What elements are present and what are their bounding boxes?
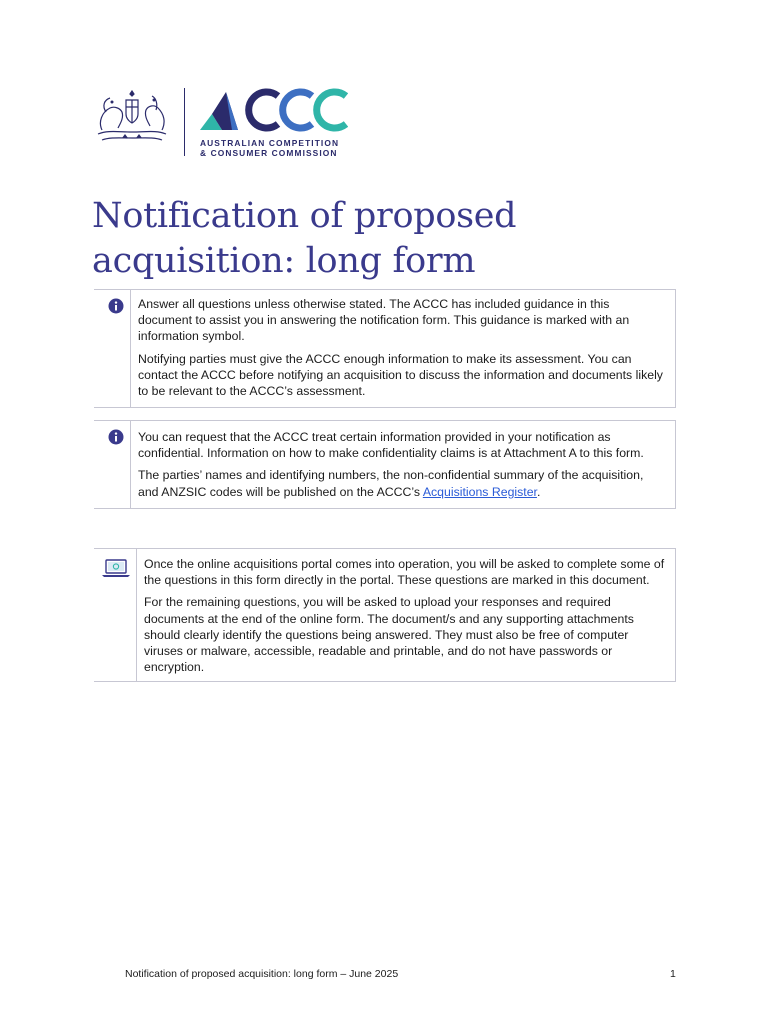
note-text: The parties’ names and identifying numbers, the non-confidential summary of the acquisition, and ANZSIC codes will be published on the ACCC’s xyxy=(138,468,644,499)
note-paragraph: You can request that the ACCC treat certain information provided in your notification as confidential. Information on how to make confidentiality claims is at Attachment A to this form. xyxy=(138,430,644,461)
page-number: 1 xyxy=(670,968,676,980)
guidance-note-1 xyxy=(94,289,676,408)
title-line-2: acquisition: long form xyxy=(92,241,476,281)
organisation-name xyxy=(200,138,339,158)
info-icon xyxy=(108,298,124,314)
coat-of-arms-icon xyxy=(92,90,172,152)
guidance-note-2 xyxy=(94,420,676,509)
note-icon-column xyxy=(94,290,131,407)
portal-note xyxy=(94,548,676,682)
footer-title: Notification of proposed acquisition: long form – June 2025 xyxy=(125,968,399,980)
accc-logo-icon xyxy=(200,86,348,134)
link-suffix: . xyxy=(536,484,541,499)
note-paragraph: Notifying parties must give the ACCC enough information to make its assessment. You can contact the ACCC before notifying an acquisition to discuss the information and documents likely to be relevant to the ACCC’s assessment. xyxy=(138,351,663,399)
page-title xyxy=(92,194,652,284)
logo-divider xyxy=(184,88,185,156)
note-icon-column xyxy=(94,421,131,508)
title-line-1: Notification of proposed xyxy=(92,196,517,236)
info-icon xyxy=(108,429,124,445)
org-line-2: & CONSUMER COMMISSION xyxy=(200,148,338,158)
laptop-icon xyxy=(101,559,131,579)
note-paragraph: Answer all questions unless otherwise stated. The ACCC has included guidance in this document to assist you in answering the notification form. This guidance is marked with an information symbol. xyxy=(138,297,630,344)
note-icon-column xyxy=(94,549,137,681)
acquisitions-register-link[interactable]: Acquisitions Register xyxy=(422,484,537,499)
header-logo xyxy=(92,86,362,158)
note-paragraph: Once the online acquisitions portal comes into operation, you will be asked to complete some of the questions in this form directly in the portal. These questions are marked in this document. xyxy=(144,557,665,588)
note-paragraph xyxy=(138,467,665,499)
org-line-1: AUSTRALIAN COMPETITION xyxy=(200,138,340,148)
note-paragraph: For the remaining questions, you will be asked to upload your responses and required documents at the end of the online form. The document/s and any supporting attachments should clearly identify the questions being answered. They must also be free of computer viruses or malware, accessible, readable and printable, and do not have passwords or encryption. xyxy=(144,595,634,675)
